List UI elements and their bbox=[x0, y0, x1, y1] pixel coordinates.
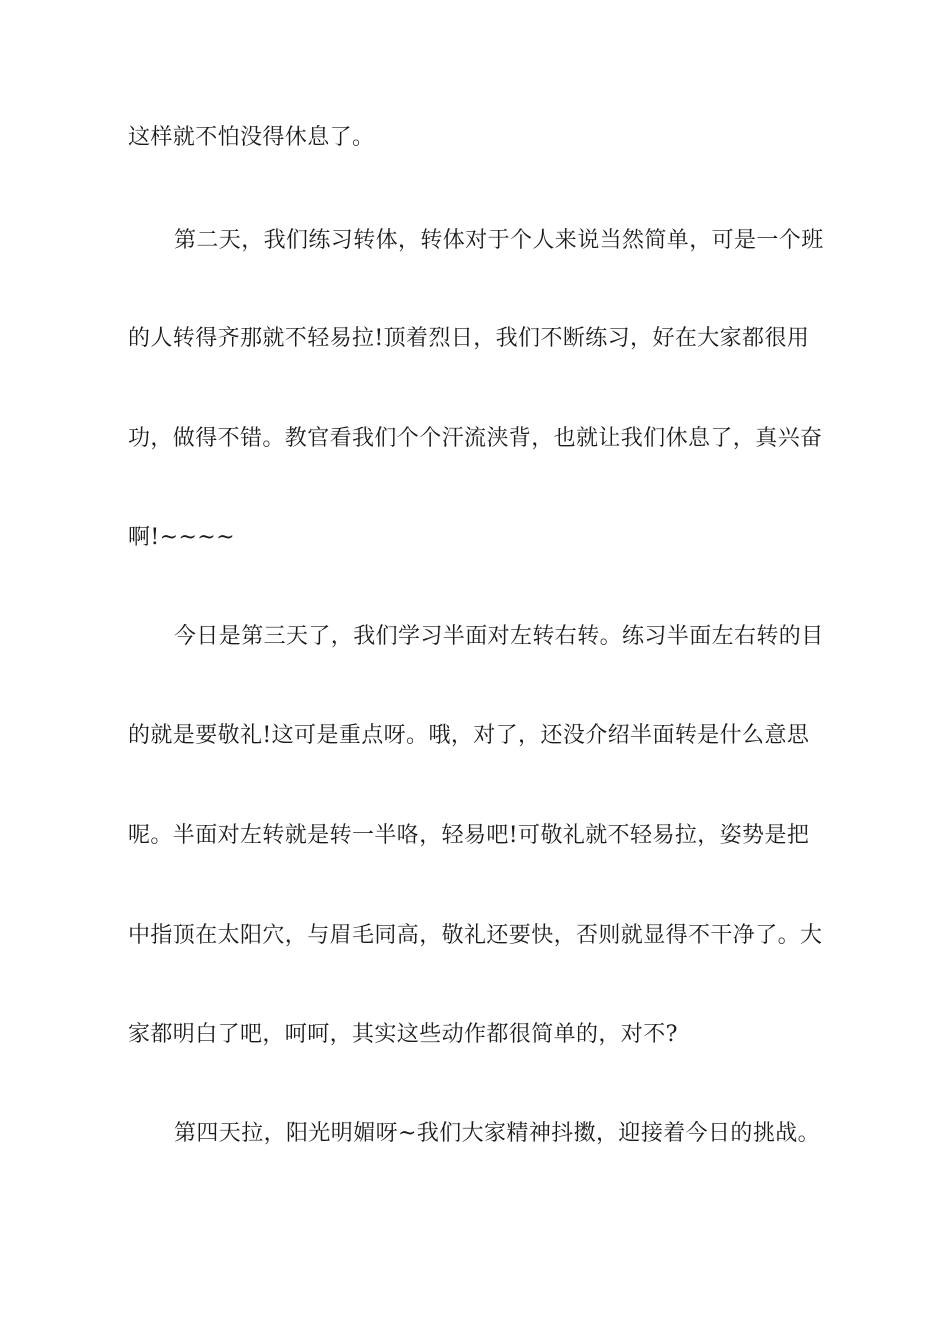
paragraph-2-line-4: 啊!~~~~ bbox=[128, 525, 235, 550]
paragraph-1-line-1: 这样就不怕没得休息了。 bbox=[128, 125, 375, 150]
paragraph-3-line-4: 中指顶在太阳穴，与眉毛同高，敬礼还要快，否则就显得不干净了。大 bbox=[128, 923, 823, 948]
paragraph-4-line-1: 第四天拉，阳光明媚呀~我们大家精神抖擞，迎接着今日的挑战。 bbox=[174, 1121, 821, 1146]
paragraph-2-line-2: 的人转得齐那就不轻易拉!顶着烈日，我们不断练习，好在大家都很用 bbox=[128, 326, 810, 351]
paragraph-3-line-1: 今日是第三天了，我们学习半面对左转右转。练习半面左右转的目 bbox=[174, 624, 824, 649]
paragraph-2-line-3: 功，做得不错。教官看我们个个汗流浃背，也就让我们休息了，真兴奋 bbox=[128, 426, 823, 451]
paragraph-3-line-2: 的就是要敬礼!这可是重点呀。哦，对了，还没介绍半面转是什么意思 bbox=[128, 723, 810, 748]
paragraph-3-line-5: 家都明白了吧，呵呵，其实这些动作都很简单的，对不? bbox=[128, 1022, 678, 1047]
paragraph-2-line-1: 第二天，我们练习转体，转体对于个人来说当然简单，可是一个班 bbox=[174, 228, 824, 253]
paragraph-3-line-3: 呢。半面对左转就是转一半咯，轻易吧!可敬礼就不轻易拉，姿势是把 bbox=[128, 823, 810, 848]
